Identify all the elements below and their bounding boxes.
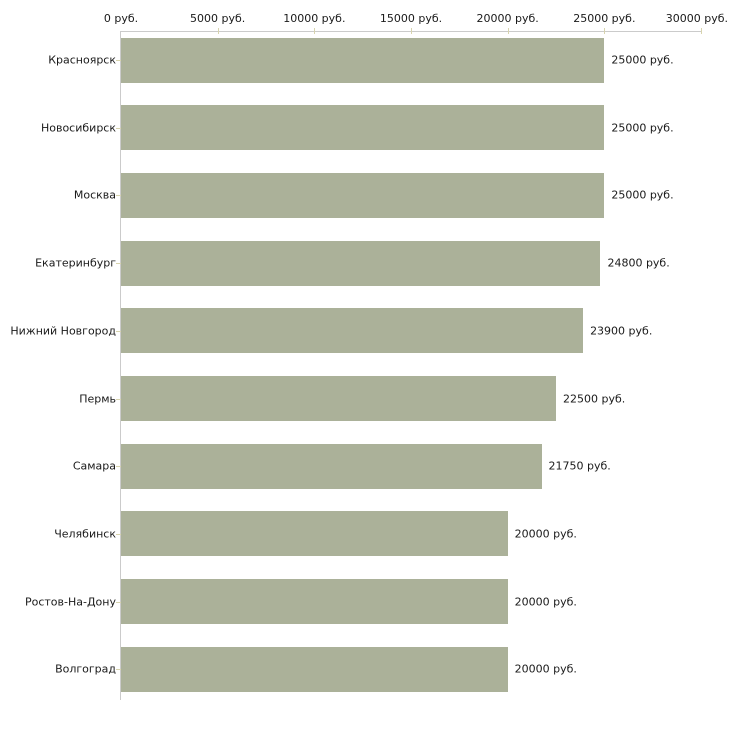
bar-value-label: 24800 руб. — [607, 256, 670, 270]
x-axis-tick-label: 30000 руб. — [665, 12, 728, 25]
category-label: Екатеринбург — [35, 256, 116, 270]
category-label: Москва — [73, 188, 116, 202]
bar — [121, 241, 600, 286]
category-label: Нижний Новгород — [10, 324, 116, 338]
x-axis-tick-label: 25000 руб. — [573, 12, 636, 25]
bar-value-label: 20000 руб. — [514, 662, 577, 676]
x-axis-tick-label: 15000 руб. — [379, 12, 443, 25]
bar-value-label: 25000 руб. — [611, 188, 674, 202]
category-label: Челябинск — [54, 527, 116, 541]
bar — [121, 38, 604, 83]
x-axis-tick-label: 0 руб. — [103, 12, 139, 25]
x-axis-tick-mark — [218, 28, 219, 34]
x-axis-tick-mark — [508, 28, 509, 34]
category-label: Самара — [72, 459, 116, 473]
category-label: Пермь — [79, 392, 116, 405]
x-axis-tick-label: 5000 руб. — [190, 12, 246, 25]
bar-value-label: 20000 руб. — [514, 595, 577, 609]
x-axis-tick-mark — [314, 28, 315, 34]
category-label: Ростов-На-Дону — [24, 595, 116, 609]
category-label: Волгоград — [55, 662, 116, 676]
x-axis-tick-mark — [701, 28, 702, 34]
bar — [121, 376, 556, 421]
bar — [121, 511, 508, 556]
x-axis-tick-mark — [411, 28, 412, 34]
x-axis-tick-mark — [604, 28, 605, 34]
bar — [121, 444, 542, 489]
bar — [121, 308, 583, 353]
x-axis-tick-label: 10000 руб. — [283, 12, 346, 25]
bar — [121, 579, 508, 624]
x-axis-tick-label: 20000 руб. — [476, 12, 539, 25]
category-label: Красноярск — [48, 53, 116, 67]
bar-value-label: 20000 руб. — [514, 527, 577, 541]
bar-value-label: 25000 руб. — [611, 53, 674, 67]
bar-value-label: 22500 руб. — [563, 392, 626, 405]
bar-value-label: 21750 руб. — [548, 459, 611, 473]
bar — [121, 105, 604, 150]
bar-value-label: 25000 руб. — [611, 121, 674, 135]
bar — [121, 173, 604, 218]
bar-value-label: 23900 руб. — [590, 324, 653, 338]
category-label: Новосибирск — [40, 121, 116, 135]
bar — [121, 647, 508, 692]
